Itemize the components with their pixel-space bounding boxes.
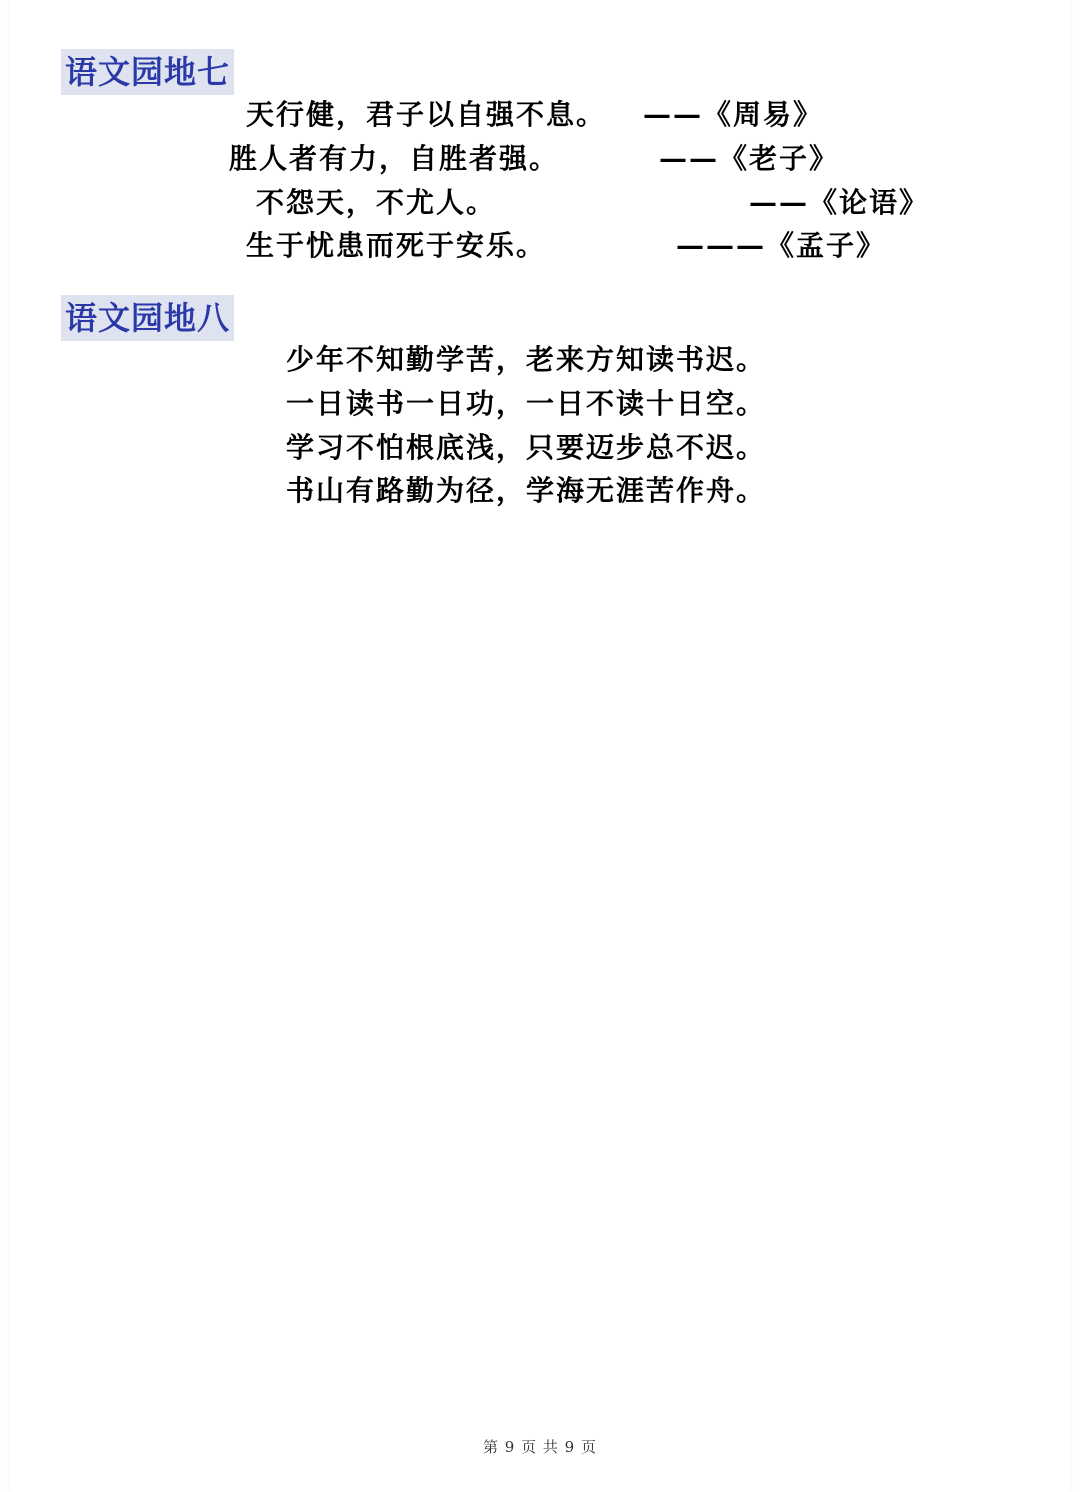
page-number: 第 9 页 共 9 页 (483, 1438, 597, 1456)
quote-source: ——《老子》 (659, 142, 840, 175)
poem-line: 一日读书一日功，一日不读十日空。 (286, 387, 767, 420)
quote-text: 天行健，君子以自强不息。 (246, 98, 607, 131)
quote-source: ———《孟子》 (676, 229, 887, 262)
poem-line: 学习不怕根底浅，只要迈步总不迟。 (286, 431, 767, 464)
quote-text: 不怨天，不尤人。 (256, 186, 497, 219)
document-page (10, 0, 1070, 1492)
quote-source: ——《论语》 (749, 186, 930, 219)
quote-text: 生于忧患而死于安乐。 (246, 229, 547, 262)
poem-line: 少年不知勤学苦，老来方知读书迟。 (286, 343, 767, 376)
poem-line: 书山有路勤为径，学海无涯苦作舟。 (286, 474, 767, 507)
section-title-8: 语文园地八 (61, 295, 234, 341)
section-title-7: 语文园地七 (61, 49, 234, 95)
quote-source: ——《周易》 (643, 98, 824, 131)
quote-text: 胜人者有力，自胜者强。 (229, 142, 560, 175)
